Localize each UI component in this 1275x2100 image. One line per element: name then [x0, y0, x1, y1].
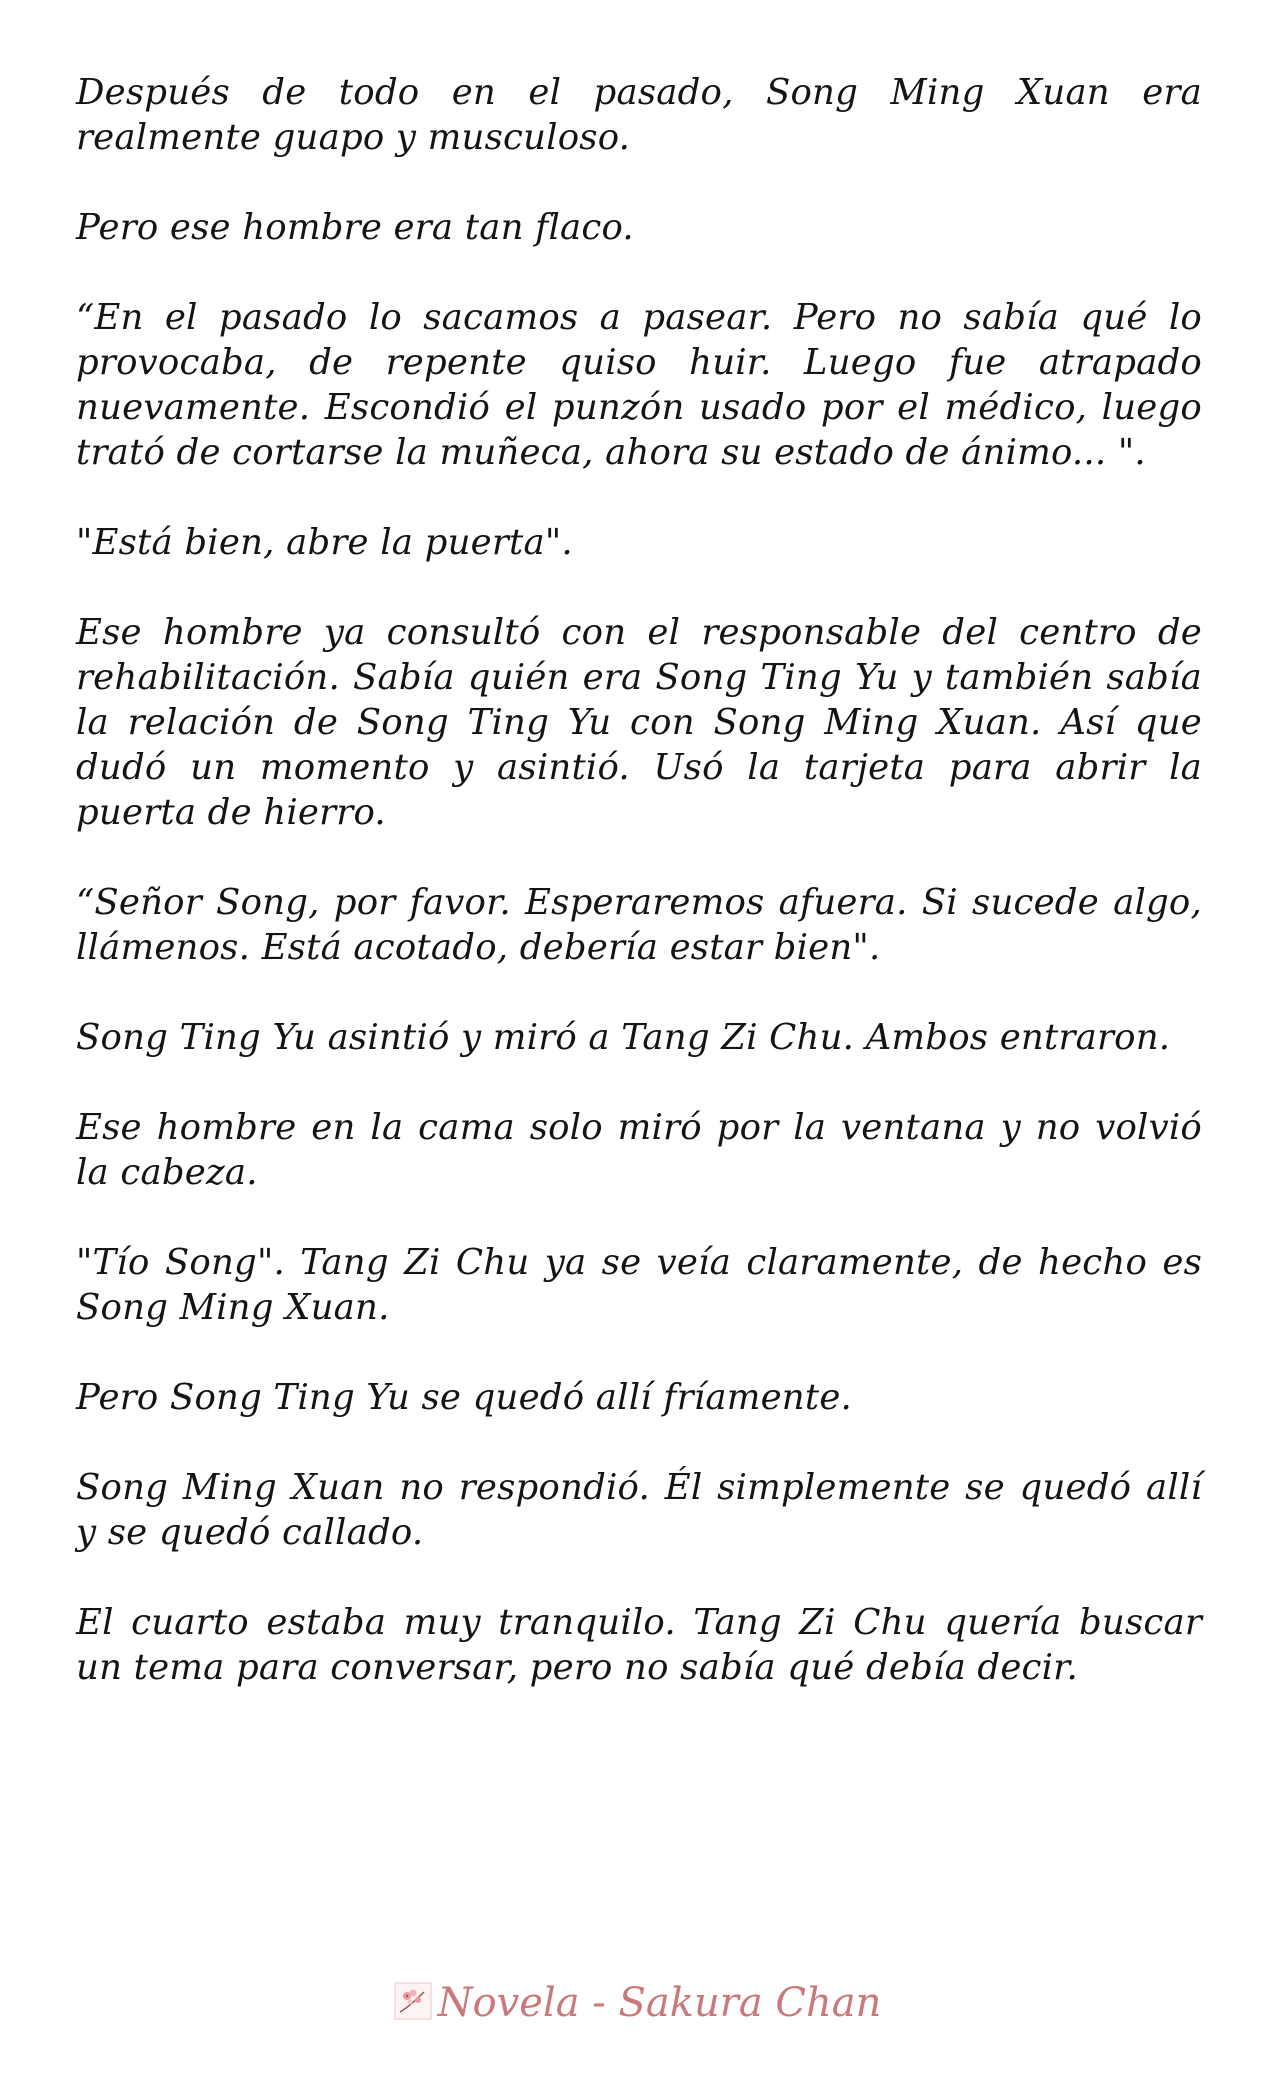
- paragraph-7: Song Ting Yu asintió y miró a Tang Zi Chu. Ambos entraron.: [76, 1017, 1171, 1058]
- paragraph-12: El cuarto estaba muy tranquilo. Tang Zi Chu quería buscar un tema para conversar, pero no sabía qué debía decir.: [76, 1602, 1202, 1688]
- paragraph-11: Song Ming Xuan no respondió. Él simplemente se quedó allí y se quedó callado.: [76, 1467, 1202, 1553]
- footer-watermark: [0, 1980, 1275, 2026]
- footer-text: Novela - Sakura Chan: [437, 1980, 882, 2026]
- paragraph-5: Ese hombre ya consultó con el responsable del centro de rehabilitación. Sabía quién era Song Ting Yu y también sabía la relación de Song Ting Yu con Song Ming Xuan. Así que dudó un momento y asintió. Usó la tarjeta para abrir la puerta de hierro.: [76, 612, 1202, 833]
- paragraph-8: Ese hombre en la cama solo miró por la ventana y no volvió la cabeza.: [76, 1107, 1202, 1193]
- paragraph-3: “En el pasado lo sacamos a pasear. Pero no sabía qué lo provocaba, de repente quiso huir. Luego fue atrapado nuevamente. Escondió el punzón usado por el médico, luego trató de cortarse la muñeca, ahora su estado de ánimo... ".: [76, 297, 1202, 473]
- paragraph-10: Pero Song Ting Yu se quedó allí fríamente.: [76, 1377, 853, 1418]
- sakura-flower-icon: [394, 1982, 432, 2020]
- paragraph-2: Pero ese hombre era tan flaco.: [76, 207, 634, 248]
- paragraph-1: Después de todo en el pasado, Song Ming Xuan era realmente guapo y musculoso.: [76, 72, 1202, 158]
- paragraph-6: “Señor Song, por favor. Esperaremos afuera. Si sucede algo, llámenos. Está acotado, debería estar bien".: [76, 882, 1202, 968]
- document-body: [76, 70, 1202, 1735]
- paragraph-9: "Tío Song". Tang Zi Chu ya se veía claramente, de hecho es Song Ming Xuan.: [76, 1242, 1202, 1328]
- paragraph-4: "Está bien, abre la puerta".: [76, 522, 573, 563]
